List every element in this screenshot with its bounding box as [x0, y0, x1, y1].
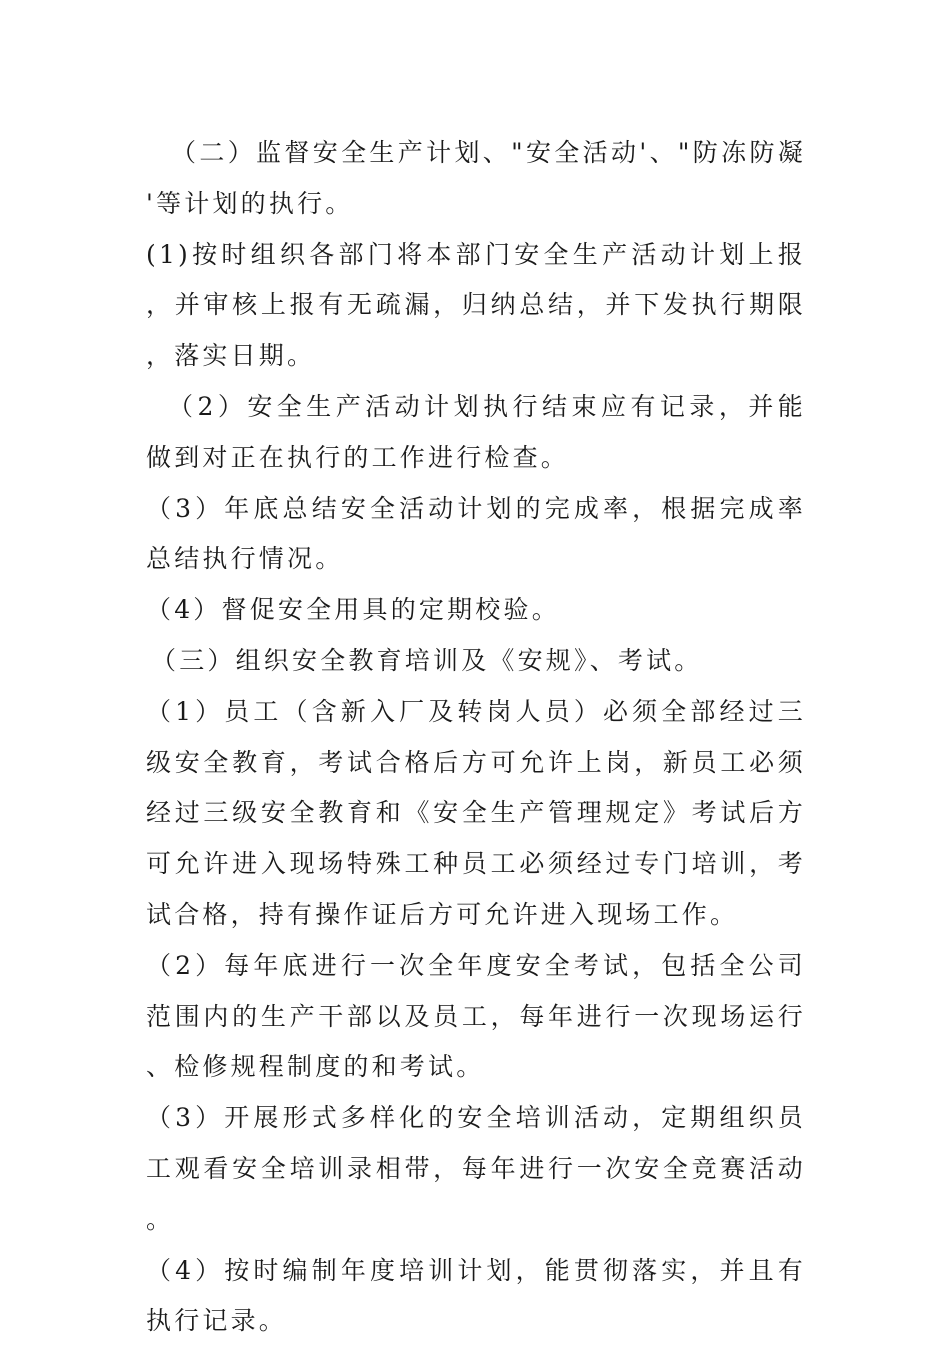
paragraph-training-item-1: （1）员工（含新入厂及转岗人员）必须全部经过三级安全教育，考试合格后方可允许上岗，新员工必须经过三级安全教育和《安全生产管理规定》考试后方可允许进入现场特殊工种员工必须经过专门培训，考试合格，持有操作证后方可允许进入现场工作。 [146, 696, 806, 929]
document-body [146, 128, 806, 1347]
paragraph-training-item-3: （3）开展形式多样化的安全培训活动，定期组织员工观看安全培训录相带，每年进行一次安全竞赛活动。 [146, 1103, 806, 1234]
paragraph-item-2: （2）安全生产活动计划执行结束应有记录，并能做到对正在执行的工作进行检查。 [146, 391, 806, 472]
paragraph-item-3: （3）年底总结安全活动计划的完成率，根据完成率总结执行情况。 [146, 493, 806, 574]
paragraph-safety-training: （三）组织安全教育培训及《安规》、考试。 [151, 645, 703, 675]
paragraph-training-item-2: （2）每年底进行一次全年度安全考试，包括全公司范围内的生产干部以及员工，每年进行一次现场运行、检修规程制度的和考试。 [146, 950, 806, 1082]
paragraph-training-item-4: （4）按时编制年度培训计划，能贯彻落实，并且有执行记录。 [146, 1255, 806, 1336]
paragraph-item-1: (1)按时组织各部门将本部门安全生产活动计划上报，并审核上报有无疏漏，归纳总结，并下发执行期限，落实日期。 [146, 239, 806, 371]
paragraph-supervise-plans: （二）监督安全生产计划、"安全活动'、"防冻防凝'等计划的执行。 [146, 138, 806, 218]
paragraph-item-4: （4）督促安全用具的定期校验。 [146, 595, 560, 625]
